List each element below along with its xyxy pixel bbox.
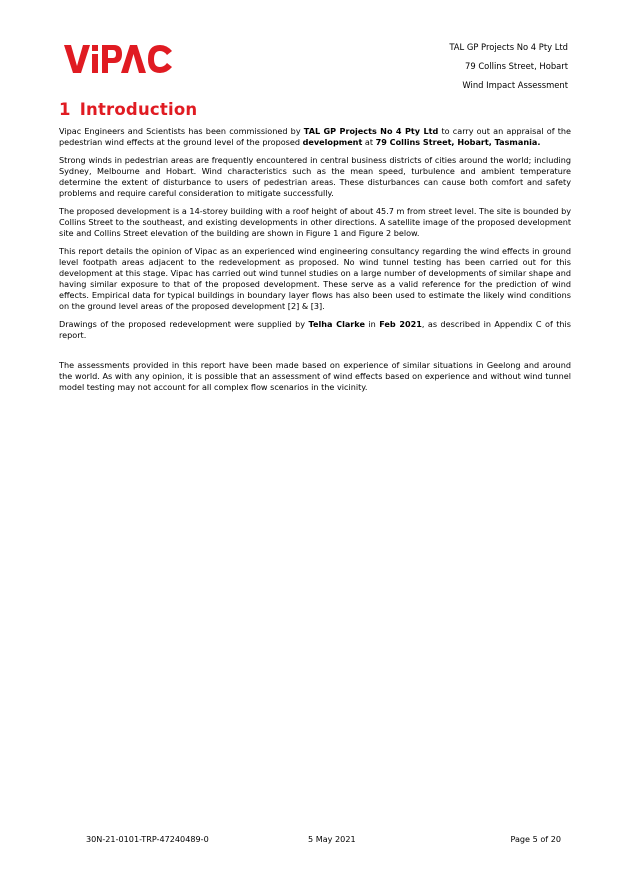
header-report-type: Wind Impact Assessment (462, 80, 568, 90)
section-heading (59, 100, 197, 119)
text-run: in (364, 319, 380, 329)
paragraph-development: The proposed development is a 14-storey building with a roof height of about 45.7 m from street level. The site is bounded by Collins Street to the southeast, and existing developments in other directions. A satellite image of the proposed development site and Collins Street elevation of the building are shown in Figure 1 and Figure 2 below. (59, 206, 571, 238)
footer-date: 5 May 2021 (308, 834, 356, 844)
footer-page-number: Page 5 of 20 (510, 834, 561, 844)
text-run: Vipac Engineers and Scientists has been commissioned by (59, 126, 304, 136)
paragraph-drawings (59, 319, 571, 341)
text-run: to carry out an appraisal of the pedestrian wind effects at the ground level of the proposed (59, 126, 572, 147)
document-footer (0, 834, 622, 846)
section-number: 1 (59, 100, 71, 119)
body-text (59, 126, 571, 400)
paragraph-strong-winds: Strong winds in pedestrian areas are frequently encountered in central business districts of cities around the world; including Sydney, Melbourne and Hobart. Wind characteristics such as the mean speed, turbulence and ambient temperature determine the extent of disturbance to users of pedestrian areas. These disturbances can cause both comfort and safety problems and require careful consideration to mitigate successfully. (59, 155, 571, 198)
vipac-logo-graphic (64, 42, 174, 76)
text-run: , as described in Appendix C of this report. (59, 319, 572, 340)
development-term: development (302, 137, 363, 147)
text-run: Drawings of the proposed redevelopment were supplied by (59, 319, 309, 329)
supplier-name: Telha Clarke (308, 319, 365, 329)
paragraph-assessment: The assessments provided in this report have been made based on experience of similar situations in Geelong and around the world. As with any opinion, it is possible that an assessment of wind effects based on experience and without wind tunnel model testing may not account for all complex flow scenarios in the vicinity. (59, 360, 571, 392)
paragraph-opinion: This report details the opinion of Vipac as an experienced wind engineering consultancy regarding the wind effects in ground level footpath areas adjacent to the redevelopment as proposed. No wind tunnel testing has been carried out for this development at this stage. Vipac has carried out wind tunnel studies on a large number of developments of similar shape and having similar exposure to that of the proposed development. These serve as a valid reference for the prediction of wind effects. Empirical data for typical buildings in boundary layer flows has also been used to estimate the likely wind conditions on the ground level areas of the proposed development [2] & [3]. (59, 246, 571, 311)
section-title: Introduction (79, 100, 198, 119)
header-address: 79 Collins Street, Hobart (465, 61, 568, 71)
client-name: TAL GP Projects No 4 Pty Ltd (303, 126, 439, 136)
paragraph-commission (59, 126, 571, 148)
header-client: TAL GP Projects No 4 Pty Ltd (449, 42, 568, 52)
site-address: 79 Collins Street, Hobart, Tasmania. (375, 137, 541, 147)
vipac-logo (64, 42, 174, 76)
drawings-date: Feb 2021 (379, 319, 422, 329)
text-run: at (362, 137, 376, 147)
document-header (449, 38, 568, 95)
footer-doc-number: 30N-21-0101-TRP-47240489-0 (86, 834, 209, 844)
